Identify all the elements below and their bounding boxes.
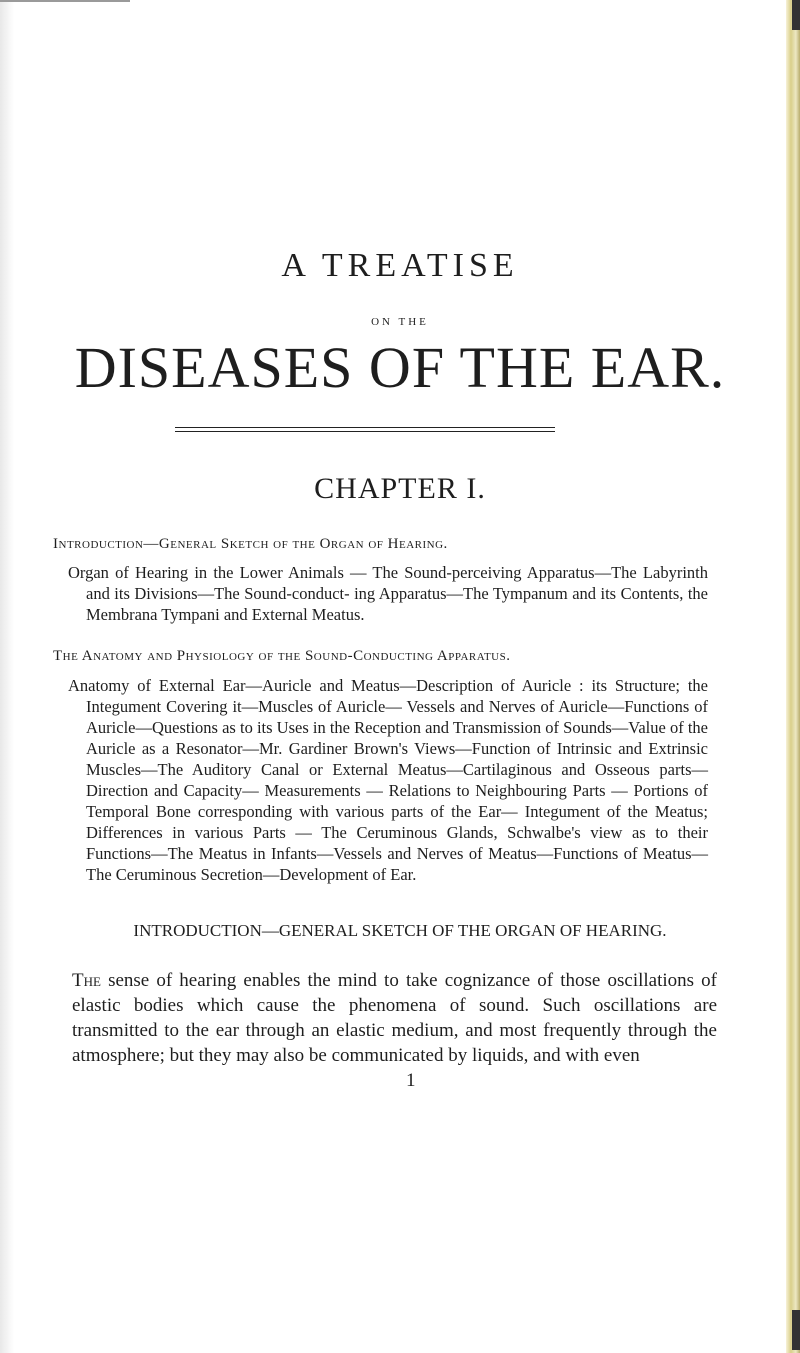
top-edge-line — [0, 0, 130, 2]
contents-paragraph-2: Anatomy of External Ear—Auricle and Meatus—Description of Auricle : its Structure; the Integument Covering it—Muscles of Auricle— Vessels and Nerves of Auricle—Functions of Auricle—Questions as to its Uses in the Reception and Transmission of Sounds—Value of the Auricle as a Resonator—Mr. Gardiner Brown's Views—Function of Intrinsic and Extrinsic Muscles—The Auditory Canal or External Meatus—Cartilaginous and Osseous parts—Direction and Capacity— Measurements — Relations to Neighbouring Parts — Portions of Temporal Bone corresponding with various parts of the Ear— Integument of the Meatus; Differences in various Parts — The Ceruminous Glands, Schwalbe's view as to their Functions—The Meatus in Infants—Vessels and Nerves of Meatus—Functions of Meatus—The Ceruminous Secretion—Development of Ear. — [68, 676, 708, 884]
contents-heading-1: Introduction—General Sketch of the Organ of Hearing. — [53, 536, 448, 552]
edge-mark-bottom — [792, 1310, 800, 1350]
contents-heading-2: The Anatomy and Physiology of the Sound-Conducting Apparatus. — [53, 648, 511, 664]
title-rule-lower — [175, 431, 555, 432]
title-line-2: ON THE — [371, 316, 429, 328]
title-line-3: DISEASES OF THE EAR. — [74, 335, 726, 400]
title-rule-upper — [175, 427, 555, 428]
page-left-edge — [0, 0, 14, 1353]
edge-mark-top — [792, 0, 800, 30]
title-line-1: A TREATISE — [281, 247, 519, 284]
section-title: INTRODUCTION—GENERAL SKETCH OF THE ORGAN OF HEARING. — [133, 921, 667, 940]
chapter-heading: CHAPTER I. — [314, 472, 486, 505]
body-text-rest: sense of hearing enables the mind to take cognizance of those oscillations of elastic bodies which cause the phenomena of sound. Such oscillations are transmitted to the ear through an elastic medium, and most frequently through the atmosphere; but they may also be communicated by liquids, and with even — [72, 970, 717, 1066]
body-paragraph — [72, 968, 717, 1068]
page-right-edge — [786, 0, 800, 1353]
page-number: 1 — [406, 1070, 416, 1091]
contents-paragraph-1: Organ of Hearing in the Lower Animals — The Sound-perceiving Apparatus—The Labyrinth and its Divisions—The Sound-conduct- ing Apparatus—The Tympanum and its Contents, the Membrana Tympani and External Meatus. — [68, 563, 708, 624]
body-first-word: The — [72, 970, 101, 991]
